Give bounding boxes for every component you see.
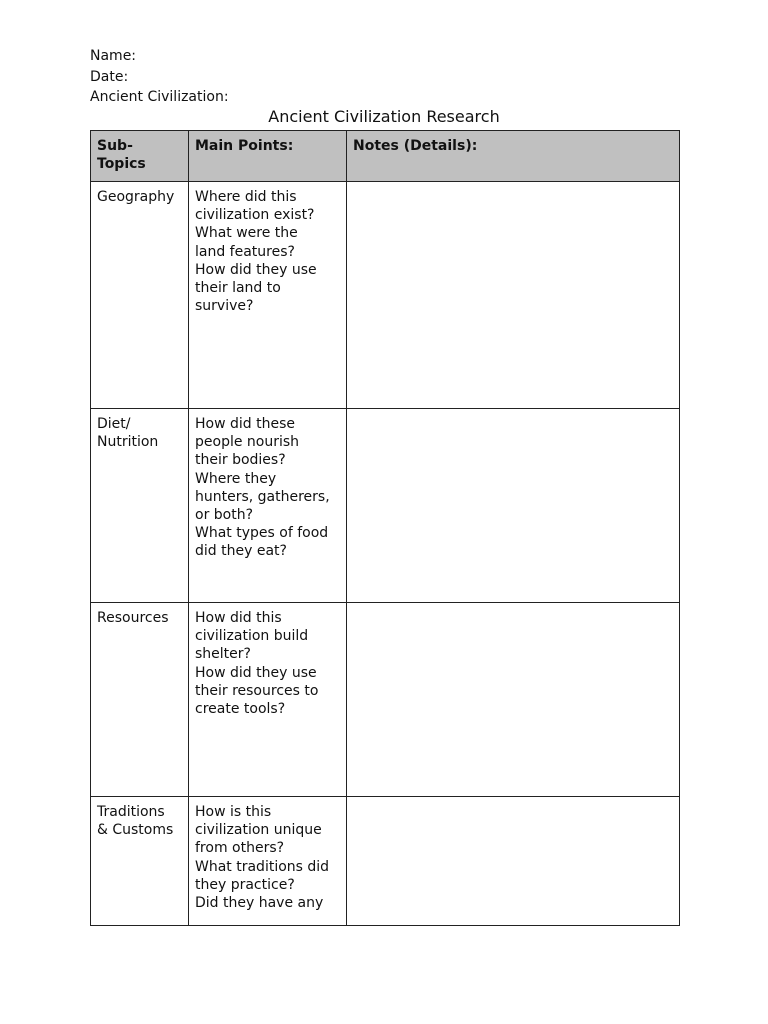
subtopic-cell: Resources — [91, 603, 189, 797]
subtopic-cell: Traditions & Customs — [91, 797, 189, 926]
notes-cell[interactable] — [347, 603, 680, 797]
header-fields — [90, 46, 229, 108]
table-row-diet — [91, 409, 680, 603]
column-header-notes: Notes (Details): — [347, 131, 680, 182]
main-points-cell: Where did this civilization exist? What were the land features? How did they use their land to survive? — [189, 182, 347, 409]
date-label: Date: — [90, 68, 129, 85]
civilization-label: Ancient Civilization: — [90, 89, 229, 105]
main-points-cell: How did this civilization build shelter? How did they use their resources to create tools? — [189, 603, 347, 797]
main-points-cell: How did these people nourish their bodies? Where they hunters, gatherers, or both? What types of food did they eat? — [189, 409, 347, 603]
column-header-subtopics: Sub- Topics — [91, 131, 189, 182]
notes-cell[interactable] — [347, 797, 680, 926]
subtopic-cell: Diet/ Nutrition — [91, 409, 189, 603]
table-row-traditions — [91, 797, 680, 926]
document-title: Ancient Civilization Research — [268, 107, 500, 126]
notes-cell[interactable] — [347, 409, 680, 603]
name-label: Name: — [90, 48, 137, 64]
subtopic-cell: Geography — [91, 182, 189, 409]
column-header-main-points: Main Points: — [189, 131, 347, 182]
main-points-cell: How is this civilization unique from others? What traditions did they practice? Did they have any — [189, 797, 347, 926]
table-row-resources — [91, 603, 680, 797]
notes-cell[interactable] — [347, 182, 680, 409]
table-header-row — [91, 131, 680, 182]
table-row-geography — [91, 182, 680, 409]
research-table — [90, 130, 680, 926]
